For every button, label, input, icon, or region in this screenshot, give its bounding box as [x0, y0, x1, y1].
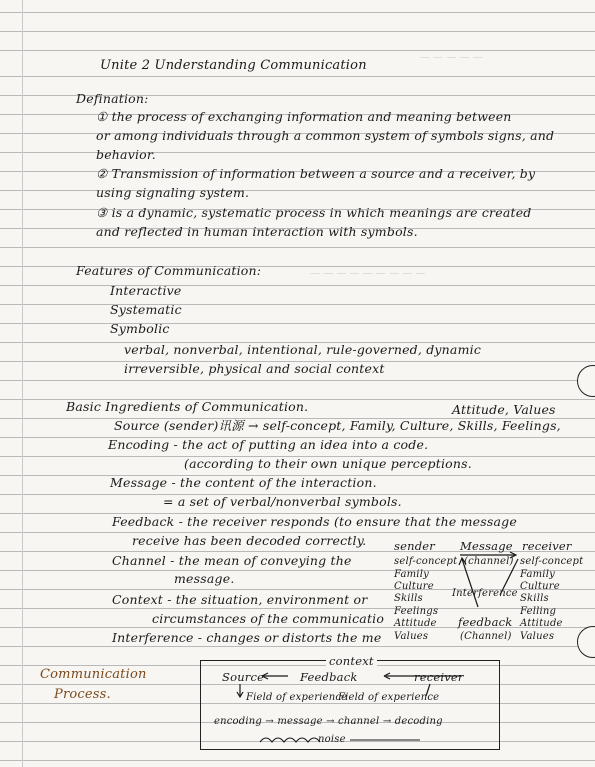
feature-item: Interactive [110, 283, 182, 298]
definition-line: behavior. [96, 147, 156, 162]
side-message: Message [460, 539, 513, 553]
side-feedback: feedback [458, 615, 513, 629]
ingredient-line: = a set of verbal/nonverbal symbols. [163, 494, 402, 509]
receiver-attr: Culture [520, 581, 560, 592]
receiver-attr: Felling [520, 606, 557, 617]
definition-line: ② Transmission of information between a source and a receiver, by [96, 166, 536, 181]
feature-item: Symbolic [110, 321, 170, 336]
margin-line [22, 0, 23, 767]
receiver-attr: Family [520, 569, 555, 580]
ingredient-line: Channel - the mean of conveying the [112, 553, 352, 568]
binder-hole [577, 365, 595, 397]
process-label: Process. [54, 687, 111, 702]
definition-line: ③ is a dynamic, systematic process in which meanings are created [96, 205, 532, 220]
ingredient-line: message. [174, 571, 235, 586]
ingredient-line: Feedback - the receiver responds (to ensure that the message [112, 514, 517, 529]
receiver-attr: self-concept [520, 556, 584, 567]
feature-item: Systematic [110, 302, 182, 317]
sender-attr: Values [394, 631, 429, 642]
sender-attr: Family [394, 569, 429, 580]
ingredient-line: Message - the content of the interaction. [110, 475, 377, 490]
ingredients-note: Attitude, Values [452, 402, 556, 417]
side-channel-top: (channel) [464, 556, 514, 567]
definition-heading: Defination: [76, 91, 149, 106]
side-channel-bottom: (Channel) [460, 631, 512, 642]
definition-line: ① the process of exchanging information and meaning between [96, 109, 512, 124]
bleed-through: — — — — — [420, 52, 483, 63]
process-context: context [326, 654, 377, 668]
ingredient-line: circumstances of the communicatio [152, 611, 385, 626]
ingredient-line: Interference - changes or distorts the me [112, 630, 382, 645]
definition-line: or among individuals through a common system of symbols signs, and [96, 128, 555, 143]
sender-attr: Skills [394, 593, 423, 604]
process-source: Source [222, 670, 265, 684]
ingredient-line: Context - the situation, environment or [112, 592, 368, 607]
ingredients-heading: Basic Ingredients of Communication. [66, 399, 309, 414]
process-field-right: Field of experience [338, 692, 440, 703]
feature-item: irreversible, physical and social context [124, 361, 385, 376]
process-field-left: Field of experience [246, 692, 348, 703]
process-flow: encoding → message → channel → decoding [214, 716, 443, 727]
sender-attr: self-concept [394, 556, 458, 567]
process-noise: noise [318, 734, 346, 745]
definition-line: and reflected in human interaction with symbols. [96, 224, 418, 239]
receiver-attr: Values [520, 631, 555, 642]
page-title: Unite 2 Understanding Communication [100, 58, 367, 73]
bleed-through: — — — — — — — — — [310, 268, 426, 279]
side-diagram-arrows [440, 545, 530, 625]
feature-item: verbal, nonverbal, intentional, rule-governed, dynamic [124, 342, 482, 357]
side-sender: sender [394, 539, 435, 553]
sender-attr: Attitude [394, 618, 437, 629]
receiver-attr: Attitude [520, 618, 563, 629]
ingredient-line: Source (sender)讯源 → self-concept, Family, Culture, Skills, Feelings, [114, 418, 561, 433]
process-feedback: Feedback [300, 670, 358, 684]
sender-attr: Culture [394, 581, 434, 592]
side-interference: Interference [452, 588, 518, 599]
process-arrows [200, 660, 498, 748]
receiver-attr: Skills [520, 593, 549, 604]
binder-hole [577, 626, 595, 658]
process-label: Communication [40, 667, 147, 682]
ingredient-line: (according to their own unique perceptions. [184, 456, 472, 471]
sender-attr: Feelings [394, 606, 439, 617]
process-receiver: receiver [414, 670, 464, 684]
definition-line: using signaling system. [96, 185, 250, 200]
side-receiver: receiver [522, 539, 572, 553]
features-heading: Features of Communication: [76, 263, 262, 278]
ingredient-line: Encoding - the act of putting an idea into a code. [108, 437, 429, 452]
ingredient-line: receive has been decoded correctly. [132, 533, 367, 548]
